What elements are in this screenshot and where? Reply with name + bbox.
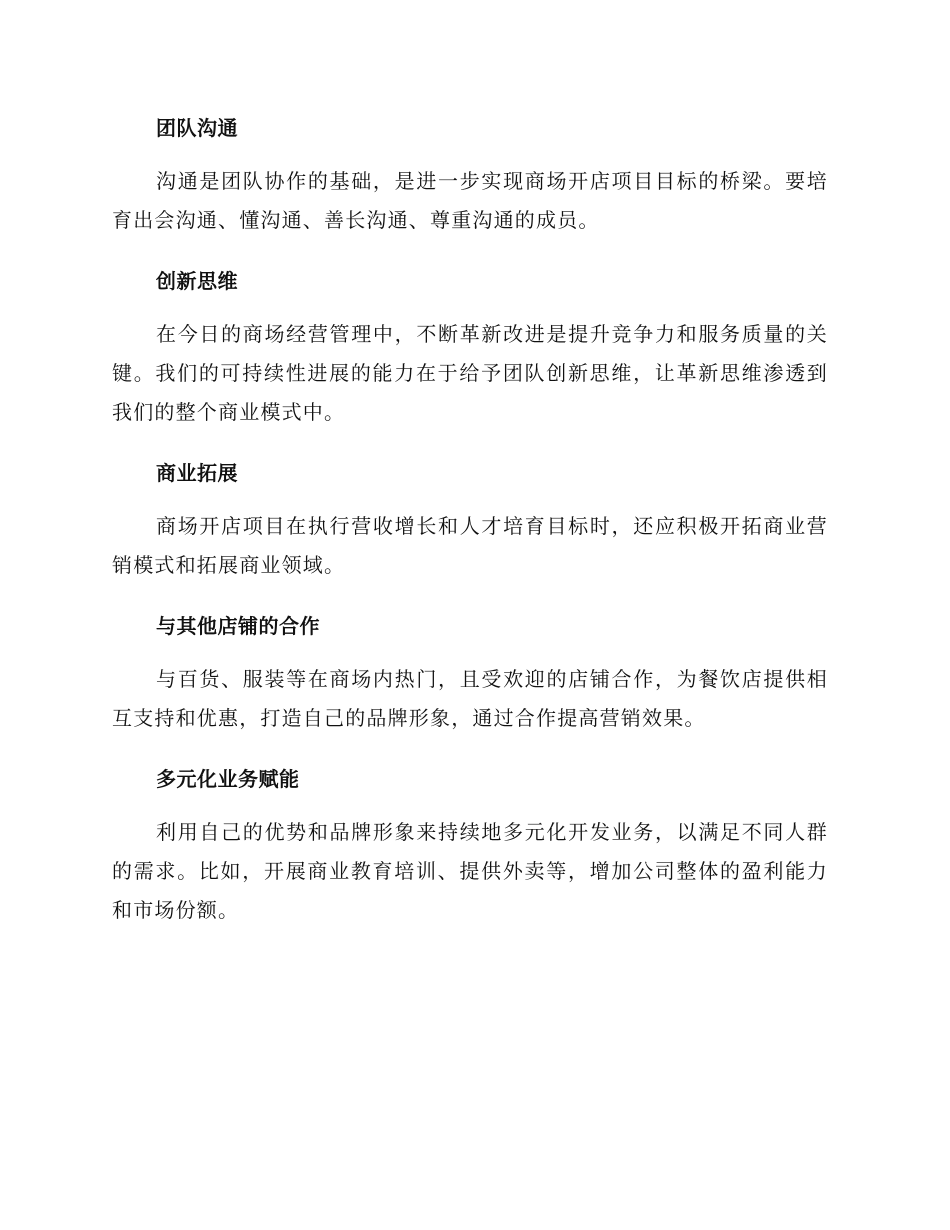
section-heading: 商业拓展: [156, 461, 238, 485]
section-store-cooperation: [112, 610, 838, 738]
section-innovative-thinking: [112, 265, 838, 432]
section-diversified-business: [112, 763, 838, 930]
section-business-expansion: [112, 457, 838, 585]
section-team-communication: [112, 112, 838, 240]
section-paragraph: 商场开店项目在执行营收增长和人才培育目标时，还应积极开拓商业营销模式和拓展商业领域。: [112, 514, 828, 577]
section-paragraph: 利用自己的优势和品牌形象来持续地多元化开发业务，以满足不同人群的需求。比如，开展商业教育培训、提供外卖等，增加公司整体的盈利能力和市场份额。: [112, 820, 828, 922]
section-paragraph: 与百货、服装等在商场内热门，且受欢迎的店铺合作，为餐饮店提供相互支持和优惠，打造自己的品牌形象，通过合作提高营销效果。: [112, 667, 828, 730]
section-paragraph: 沟通是团队协作的基础，是进一步实现商场开店项目目标的桥梁。要培育出会沟通、懂沟通、善长沟通、尊重沟通的成员。: [112, 169, 828, 232]
section-heading: 与其他店铺的合作: [156, 614, 320, 638]
section-heading: 创新思维: [156, 269, 238, 293]
section-paragraph: 在今日的商场经营管理中，不断革新改进是提升竞争力和服务质量的关键。我们的可持续性进展的能力在于给予团队创新思维，让革新思维渗透到我们的整个商业模式中。: [112, 322, 828, 424]
section-heading: 团队沟通: [156, 116, 238, 140]
section-heading: 多元化业务赋能: [156, 767, 300, 791]
